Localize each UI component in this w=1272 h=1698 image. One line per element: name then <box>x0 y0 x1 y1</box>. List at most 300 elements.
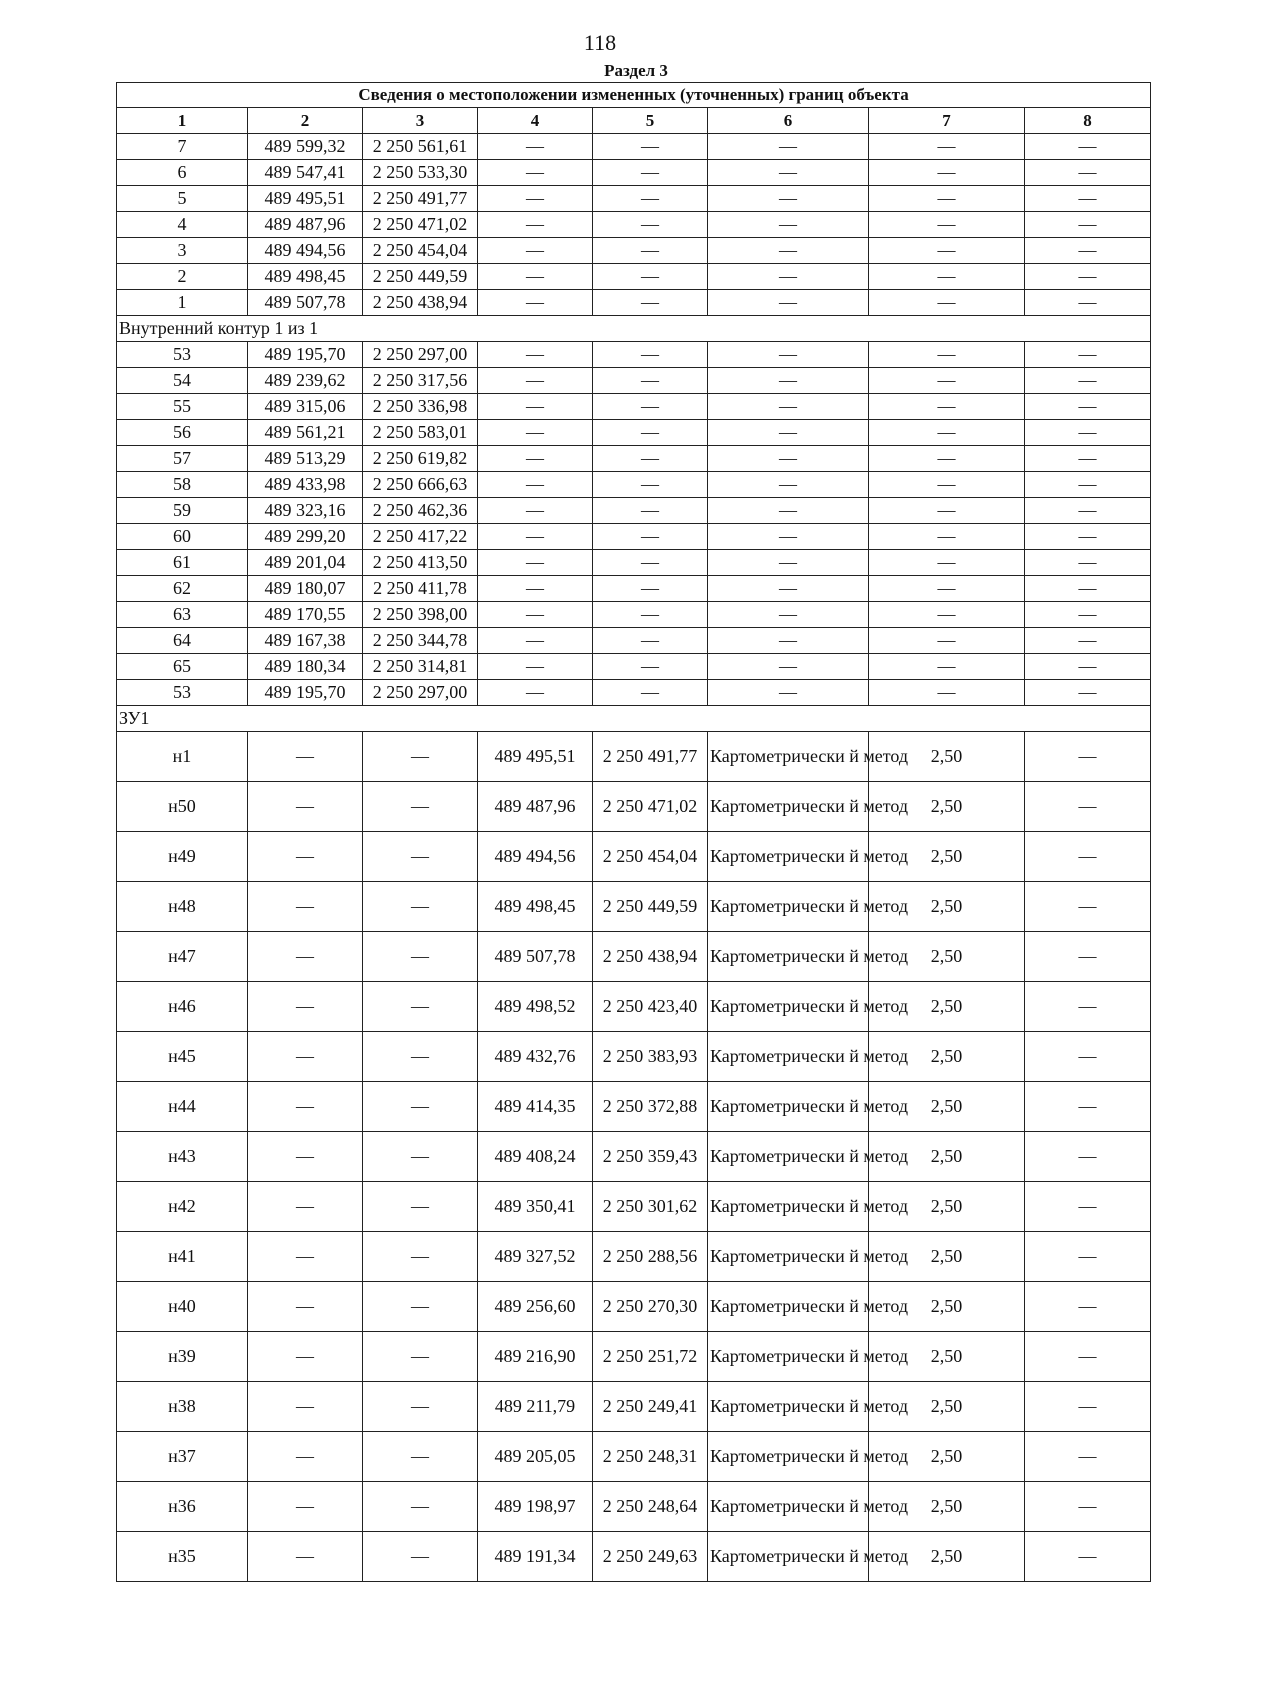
table-cell: 2 250 619,82 <box>363 446 478 472</box>
table-cell: 489 432,76 <box>478 1032 593 1082</box>
table-cell: — <box>869 290 1025 316</box>
table-cell: 5 <box>117 186 248 212</box>
table-cell: — <box>1025 628 1151 654</box>
table-cell: — <box>708 602 869 628</box>
table-cell: 58 <box>117 472 248 498</box>
table-cell: — <box>248 1232 363 1282</box>
table-cell: — <box>869 446 1025 472</box>
table-cell: — <box>478 342 593 368</box>
table-cell: 2 250 491,77 <box>363 186 478 212</box>
table-cell: Картометрически й метод <box>708 1032 869 1082</box>
table-cell: н41 <box>117 1232 248 1282</box>
table-cell: — <box>248 1182 363 1232</box>
table-cell: — <box>248 1082 363 1132</box>
table-cell: 489 211,79 <box>478 1382 593 1432</box>
table-cell: — <box>1025 1382 1151 1432</box>
section-title: Раздел 3 <box>604 61 668 80</box>
table-cell: — <box>869 186 1025 212</box>
table-row <box>117 160 1151 186</box>
table-cell: н45 <box>117 1032 248 1082</box>
table-cell: Картометрически й метод <box>708 882 869 932</box>
table-cell: — <box>708 498 869 524</box>
table-cell: Картометрически й метод <box>708 1482 869 1532</box>
table-cell: — <box>593 680 708 706</box>
table-cell: — <box>1025 1482 1151 1532</box>
table-cell: — <box>1025 472 1151 498</box>
table-cell: — <box>478 394 593 420</box>
table-cell: 54 <box>117 368 248 394</box>
table-row <box>117 654 1151 680</box>
table-cell: — <box>248 1382 363 1432</box>
table-cell: — <box>1025 1082 1151 1132</box>
table-cell: — <box>869 394 1025 420</box>
table-cell: Картометрически й метод <box>708 832 869 882</box>
table-cell: — <box>478 186 593 212</box>
table-cell: — <box>1025 160 1151 186</box>
table-cell: 2 250 417,22 <box>363 524 478 550</box>
table-cell: 2,50 <box>869 1382 1025 1432</box>
column-header: 3 <box>363 108 478 134</box>
table-cell: 489 408,24 <box>478 1132 593 1182</box>
table-cell: 489 256,60 <box>478 1282 593 1332</box>
table-cell: — <box>363 932 478 982</box>
table-cell: 2 250 411,78 <box>363 576 478 602</box>
table-cell: 2 250 449,59 <box>363 264 478 290</box>
table-cell: — <box>363 1382 478 1432</box>
table-cell: — <box>869 420 1025 446</box>
table-cell: — <box>1025 576 1151 602</box>
table-cell: — <box>1025 1282 1151 1332</box>
table-cell: — <box>1025 982 1151 1032</box>
table-cell: — <box>248 882 363 932</box>
table-cell: 489 507,78 <box>478 932 593 982</box>
table-cell: 489 198,97 <box>478 1482 593 1532</box>
table-cell: 489 433,98 <box>248 472 363 498</box>
table-cell: н40 <box>117 1282 248 1332</box>
table-cell: Картометрически й метод <box>708 782 869 832</box>
table-cell: — <box>363 832 478 882</box>
table-cell: — <box>708 446 869 472</box>
column-header: 4 <box>478 108 593 134</box>
table-row <box>117 882 1151 932</box>
table-cell: 6 <box>117 160 248 186</box>
page-number: 118 <box>583 30 617 55</box>
table-cell: — <box>248 1132 363 1182</box>
table-cell: 2 250 251,72 <box>593 1332 708 1382</box>
table-cell: — <box>363 782 478 832</box>
table-cell: Картометрически й метод <box>708 982 869 1032</box>
table-cell: — <box>593 264 708 290</box>
table-row <box>117 602 1151 628</box>
boundary-table <box>116 82 1151 1582</box>
table-cell: — <box>1025 264 1151 290</box>
table-cell: — <box>708 524 869 550</box>
table-cell: — <box>363 1132 478 1182</box>
table-cell: 2,50 <box>869 1132 1025 1182</box>
table-cell: 489 239,62 <box>248 368 363 394</box>
table-cell: — <box>478 212 593 238</box>
table-cell: Картометрически й метод <box>708 1232 869 1282</box>
table-cell: Картометрически й метод <box>708 732 869 782</box>
table-cell: — <box>1025 186 1151 212</box>
table-cell: — <box>1025 932 1151 982</box>
table-cell: 57 <box>117 446 248 472</box>
table-cell: 2 250 336,98 <box>363 394 478 420</box>
table-cell: н35 <box>117 1532 248 1582</box>
table-row <box>117 238 1151 264</box>
table-row <box>117 446 1151 472</box>
table-cell: — <box>248 1332 363 1382</box>
table-cell: — <box>248 1532 363 1582</box>
table-row <box>117 1032 1151 1082</box>
table-cell: — <box>363 1232 478 1282</box>
table-cell: 489 350,41 <box>478 1182 593 1232</box>
table-cell: 2 250 423,40 <box>593 982 708 1032</box>
table-cell: 62 <box>117 576 248 602</box>
table-cell: 489 487,96 <box>248 212 363 238</box>
column-header: 8 <box>1025 108 1151 134</box>
table-cell: — <box>593 576 708 602</box>
table-cell: — <box>869 602 1025 628</box>
table-cell: — <box>478 264 593 290</box>
table-row <box>117 1532 1151 1582</box>
table-cell: 489 327,52 <box>478 1232 593 1282</box>
table-cell: 2 250 561,61 <box>363 134 478 160</box>
table-cell: — <box>1025 446 1151 472</box>
table-cell: — <box>593 160 708 186</box>
table-cell: — <box>593 420 708 446</box>
table-row <box>117 680 1151 706</box>
table-cell: — <box>1025 342 1151 368</box>
table-cell: 489 299,20 <box>248 524 363 550</box>
table-cell: — <box>1025 290 1151 316</box>
table-cell: 2 250 372,88 <box>593 1082 708 1132</box>
table-cell: 489 494,56 <box>478 832 593 882</box>
table-cell: — <box>1025 1182 1151 1232</box>
table-cell: — <box>869 212 1025 238</box>
table-cell: — <box>248 782 363 832</box>
table-cell: 2 250 471,02 <box>593 782 708 832</box>
table-cell: — <box>363 1182 478 1232</box>
table-cell: 2 250 491,77 <box>593 732 708 782</box>
table-cell: — <box>478 446 593 472</box>
table-cell: 489 170,55 <box>248 602 363 628</box>
table-cell: — <box>869 160 1025 186</box>
table-cell: — <box>248 732 363 782</box>
table-cell: — <box>248 832 363 882</box>
table-cell: 2 250 583,01 <box>363 420 478 446</box>
table-cell: 56 <box>117 420 248 446</box>
table-cell: — <box>248 932 363 982</box>
table-cell: 2 250 359,43 <box>593 1132 708 1182</box>
table-row <box>117 212 1151 238</box>
table-cell: 489 507,78 <box>248 290 363 316</box>
table-cell: — <box>593 368 708 394</box>
table-cell: 2 250 297,00 <box>363 680 478 706</box>
table-cell: 2,50 <box>869 1332 1025 1382</box>
table-cell: — <box>1025 134 1151 160</box>
table-cell: 489 315,06 <box>248 394 363 420</box>
table-cell: — <box>708 264 869 290</box>
table-cell: — <box>593 290 708 316</box>
table-cell: — <box>478 498 593 524</box>
table-cell: 2 250 317,56 <box>363 368 478 394</box>
table-row <box>117 472 1151 498</box>
table-cell: — <box>869 550 1025 576</box>
table-row <box>117 368 1151 394</box>
table-cell: 64 <box>117 628 248 654</box>
table-cell: 2 250 297,00 <box>363 342 478 368</box>
table-cell: — <box>363 882 478 932</box>
table-cell: 2 250 248,64 <box>593 1482 708 1532</box>
table-cell: — <box>708 342 869 368</box>
table-row <box>117 1232 1151 1282</box>
table-cell: — <box>1025 550 1151 576</box>
table-cell: — <box>248 1432 363 1482</box>
table-cell: Картометрически й метод <box>708 1532 869 1582</box>
table-cell: 2 250 471,02 <box>363 212 478 238</box>
table-cell: 2,50 <box>869 1232 1025 1282</box>
table-cell: 61 <box>117 550 248 576</box>
table-cell: 2 250 398,00 <box>363 602 478 628</box>
table-caption: Сведения о местоположении измененных (уточненных) границ объекта <box>117 83 1151 108</box>
table-cell: — <box>869 654 1025 680</box>
table-cell: — <box>869 342 1025 368</box>
table-cell: 2 <box>117 264 248 290</box>
table-row <box>117 134 1151 160</box>
table-cell: — <box>478 472 593 498</box>
table-cell: Картометрически й метод <box>708 932 869 982</box>
table-cell: Картометрически й метод <box>708 1082 869 1132</box>
table-cell: 489 599,32 <box>248 134 363 160</box>
table-cell: 489 513,29 <box>248 446 363 472</box>
table-cell: 489 547,41 <box>248 160 363 186</box>
table-cell: 2,50 <box>869 882 1025 932</box>
table-cell: — <box>869 628 1025 654</box>
table-cell: — <box>869 238 1025 264</box>
contour-heading-row <box>117 706 1151 732</box>
table-row <box>117 628 1151 654</box>
table-cell: н46 <box>117 982 248 1032</box>
table-cell: 489 180,07 <box>248 576 363 602</box>
table-cell: 2 250 344,78 <box>363 628 478 654</box>
table-cell: — <box>1025 368 1151 394</box>
table-cell: 2,50 <box>869 1032 1025 1082</box>
table-cell: 489 323,16 <box>248 498 363 524</box>
table-row <box>117 782 1151 832</box>
table-cell: — <box>478 134 593 160</box>
table-cell: — <box>869 368 1025 394</box>
table-cell: — <box>708 160 869 186</box>
table-cell: — <box>248 1482 363 1532</box>
table-row <box>117 1432 1151 1482</box>
table-cell: — <box>1025 1332 1151 1382</box>
table-caption-row <box>117 83 1151 108</box>
table-row <box>117 1182 1151 1232</box>
table-cell: 2,50 <box>869 732 1025 782</box>
table-cell: — <box>1025 238 1151 264</box>
table-cell: — <box>593 238 708 264</box>
table-cell: — <box>708 134 869 160</box>
table-cell: 4 <box>117 212 248 238</box>
table-cell: — <box>593 524 708 550</box>
table-cell: 2 250 288,56 <box>593 1232 708 1282</box>
table-cell: — <box>1025 1232 1151 1282</box>
table-row <box>117 420 1151 446</box>
table-cell: — <box>363 982 478 1032</box>
table-cell: — <box>708 394 869 420</box>
table-cell: — <box>593 446 708 472</box>
table-cell: 2,50 <box>869 932 1025 982</box>
table-cell: 2 250 413,50 <box>363 550 478 576</box>
table-cell: — <box>869 264 1025 290</box>
table-cell: н1 <box>117 732 248 782</box>
table-cell: 489 487,96 <box>478 782 593 832</box>
table-cell: — <box>1025 1432 1151 1482</box>
table-cell: — <box>1025 1532 1151 1582</box>
table-cell: — <box>363 1532 478 1582</box>
table-cell: — <box>478 654 593 680</box>
table-cell: н48 <box>117 882 248 932</box>
table-cell: н37 <box>117 1432 248 1482</box>
table-cell: 2 250 454,04 <box>363 238 478 264</box>
table-cell: н36 <box>117 1482 248 1532</box>
table-row <box>117 1332 1151 1382</box>
table-cell: — <box>1025 394 1151 420</box>
table-cell: 7 <box>117 134 248 160</box>
table-cell: — <box>1025 1032 1151 1082</box>
table-row <box>117 186 1151 212</box>
table-cell: — <box>708 238 869 264</box>
table-cell: — <box>708 550 869 576</box>
table-cell: 489 498,45 <box>248 264 363 290</box>
table-cell: — <box>1025 882 1151 932</box>
table-cell: 2 250 314,81 <box>363 654 478 680</box>
table-row <box>117 1282 1151 1332</box>
table-cell: 2 250 449,59 <box>593 882 708 932</box>
table-row <box>117 1082 1151 1132</box>
table-cell: — <box>1025 654 1151 680</box>
table-cell: 2 250 438,94 <box>593 932 708 982</box>
table-cell: — <box>363 732 478 782</box>
table-cell: — <box>248 1032 363 1082</box>
table-cell: — <box>593 394 708 420</box>
contour-heading: Внутренний контур 1 из 1 <box>117 316 1151 342</box>
table-cell: 489 205,05 <box>478 1432 593 1482</box>
table-cell: 489 180,34 <box>248 654 363 680</box>
table-row <box>117 394 1151 420</box>
table-row <box>117 1482 1151 1532</box>
table-cell: — <box>1025 1132 1151 1182</box>
table-cell: — <box>1025 832 1151 882</box>
table-cell: 2 250 383,93 <box>593 1032 708 1082</box>
column-header: 5 <box>593 108 708 134</box>
table-cell: 2 250 533,30 <box>363 160 478 186</box>
table-row <box>117 1382 1151 1432</box>
table-cell: н43 <box>117 1132 248 1182</box>
table-cell: 53 <box>117 680 248 706</box>
table-cell: — <box>363 1482 478 1532</box>
table-cell: 2,50 <box>869 832 1025 882</box>
table-cell: — <box>1025 782 1151 832</box>
column-header: 6 <box>708 108 869 134</box>
table-cell: — <box>593 212 708 238</box>
table-cell: — <box>708 420 869 446</box>
column-header: 2 <box>248 108 363 134</box>
table-cell: н44 <box>117 1082 248 1132</box>
table-cell: 489 495,51 <box>248 186 363 212</box>
table-cell: — <box>248 982 363 1032</box>
table-cell: — <box>593 472 708 498</box>
table-row <box>117 264 1151 290</box>
table-cell: н47 <box>117 932 248 982</box>
table-row <box>117 982 1151 1032</box>
table-cell: 2 250 454,04 <box>593 832 708 882</box>
table-cell: — <box>478 368 593 394</box>
table-cell: 489 498,52 <box>478 982 593 1032</box>
table-row <box>117 576 1151 602</box>
table-cell: — <box>869 134 1025 160</box>
table-cell: — <box>708 472 869 498</box>
contour-heading-row <box>117 316 1151 342</box>
table-cell: 489 195,70 <box>248 680 363 706</box>
table-cell: 2,50 <box>869 1432 1025 1482</box>
table-cell: Картометрически й метод <box>708 1182 869 1232</box>
table-cell: 60 <box>117 524 248 550</box>
table-row <box>117 290 1151 316</box>
table-cell: — <box>593 628 708 654</box>
table-cell: — <box>478 680 593 706</box>
table-cell: — <box>708 628 869 654</box>
table-cell: 2 250 249,63 <box>593 1532 708 1582</box>
table-row <box>117 1132 1151 1182</box>
table-cell: — <box>869 498 1025 524</box>
column-header: 1 <box>117 108 248 134</box>
table-cell: — <box>478 420 593 446</box>
table-cell: — <box>363 1432 478 1482</box>
table-cell: — <box>708 290 869 316</box>
table-cell: 489 414,35 <box>478 1082 593 1132</box>
table-cell: 489 167,38 <box>248 628 363 654</box>
table-cell: — <box>708 186 869 212</box>
table-cell: — <box>1025 212 1151 238</box>
table-cell: 2 250 270,30 <box>593 1282 708 1332</box>
table-cell: — <box>478 550 593 576</box>
table-cell: 2 250 438,94 <box>363 290 478 316</box>
table-cell: — <box>1025 420 1151 446</box>
table-cell: 59 <box>117 498 248 524</box>
table-cell: 489 561,21 <box>248 420 363 446</box>
table-cell: — <box>478 602 593 628</box>
table-cell: Картометрически й метод <box>708 1282 869 1332</box>
table-cell: 489 216,90 <box>478 1332 593 1382</box>
contour-heading: ЗУ1 <box>117 706 1151 732</box>
table-cell: 55 <box>117 394 248 420</box>
table-cell: 2 250 248,31 <box>593 1432 708 1482</box>
table-row <box>117 550 1151 576</box>
table-cell: 489 191,34 <box>478 1532 593 1582</box>
table-cell: 2,50 <box>869 1482 1025 1532</box>
table-cell: — <box>363 1082 478 1132</box>
table-cell: 63 <box>117 602 248 628</box>
table-cell: 2 250 301,62 <box>593 1182 708 1232</box>
table-cell: 2,50 <box>869 782 1025 832</box>
table-cell: — <box>363 1032 478 1082</box>
table-cell: — <box>708 654 869 680</box>
table-cell: — <box>1025 498 1151 524</box>
table-cell: 489 201,04 <box>248 550 363 576</box>
table-cell: — <box>708 576 869 602</box>
